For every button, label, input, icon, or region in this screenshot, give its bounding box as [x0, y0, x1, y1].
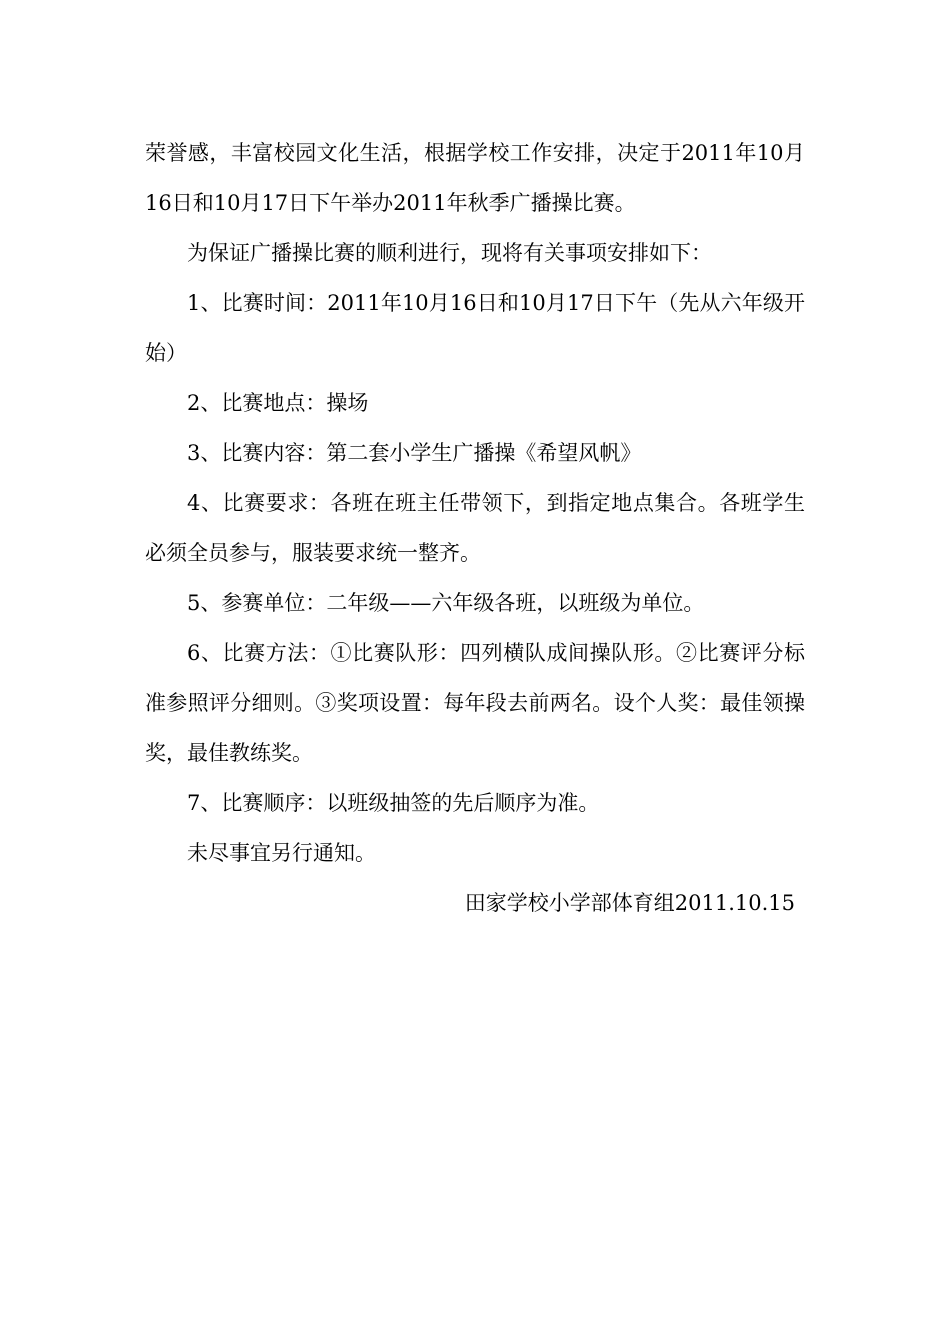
paragraph-item-time: 1、比赛时间：2011年10月16日和10月17日下午（先从六年级开始）	[145, 291, 805, 365]
paragraph-closing: 未尽事宜另行通知。	[187, 841, 376, 865]
paragraph-item-method: 6、比赛方法：①比赛队形：四列横队成间操队形。②比赛评分标准参照评分细则。③奖项设置：每年段去前两名。设个人奖：最佳领操奖，最佳教练奖。	[145, 641, 805, 765]
paragraph-item-order: 7、比赛顺序：以班级抽签的先后顺序为准。	[187, 791, 600, 815]
paragraph-intro: 荣誉感，丰富校园文化生活，根据学校工作安排，决定于2011年10月16日和10月17日下午举办2011年秋季广播操比赛。	[145, 141, 805, 215]
paragraph-item-content: 3、比赛内容：第二套小学生广播操《希望风帆》	[187, 441, 642, 465]
signature-line: 田家学校小学部体育组2011.10.15	[464, 891, 795, 915]
paragraph-item-location: 2、比赛地点：操场	[187, 391, 369, 415]
document-body	[145, 128, 805, 928]
paragraph-item-requirements: 4、比赛要求：各班在班主任带领下，到指定地点集合。各班学生必须全员参与，服装要求统一整齐。	[145, 491, 805, 565]
paragraph-item-participants: 5、参赛单位：二年级——六年级各班，以班级为单位。	[187, 591, 705, 615]
paragraph-arrangement-intro: 为保证广播操比赛的顺利进行，现将有关事项安排如下：	[187, 241, 712, 265]
